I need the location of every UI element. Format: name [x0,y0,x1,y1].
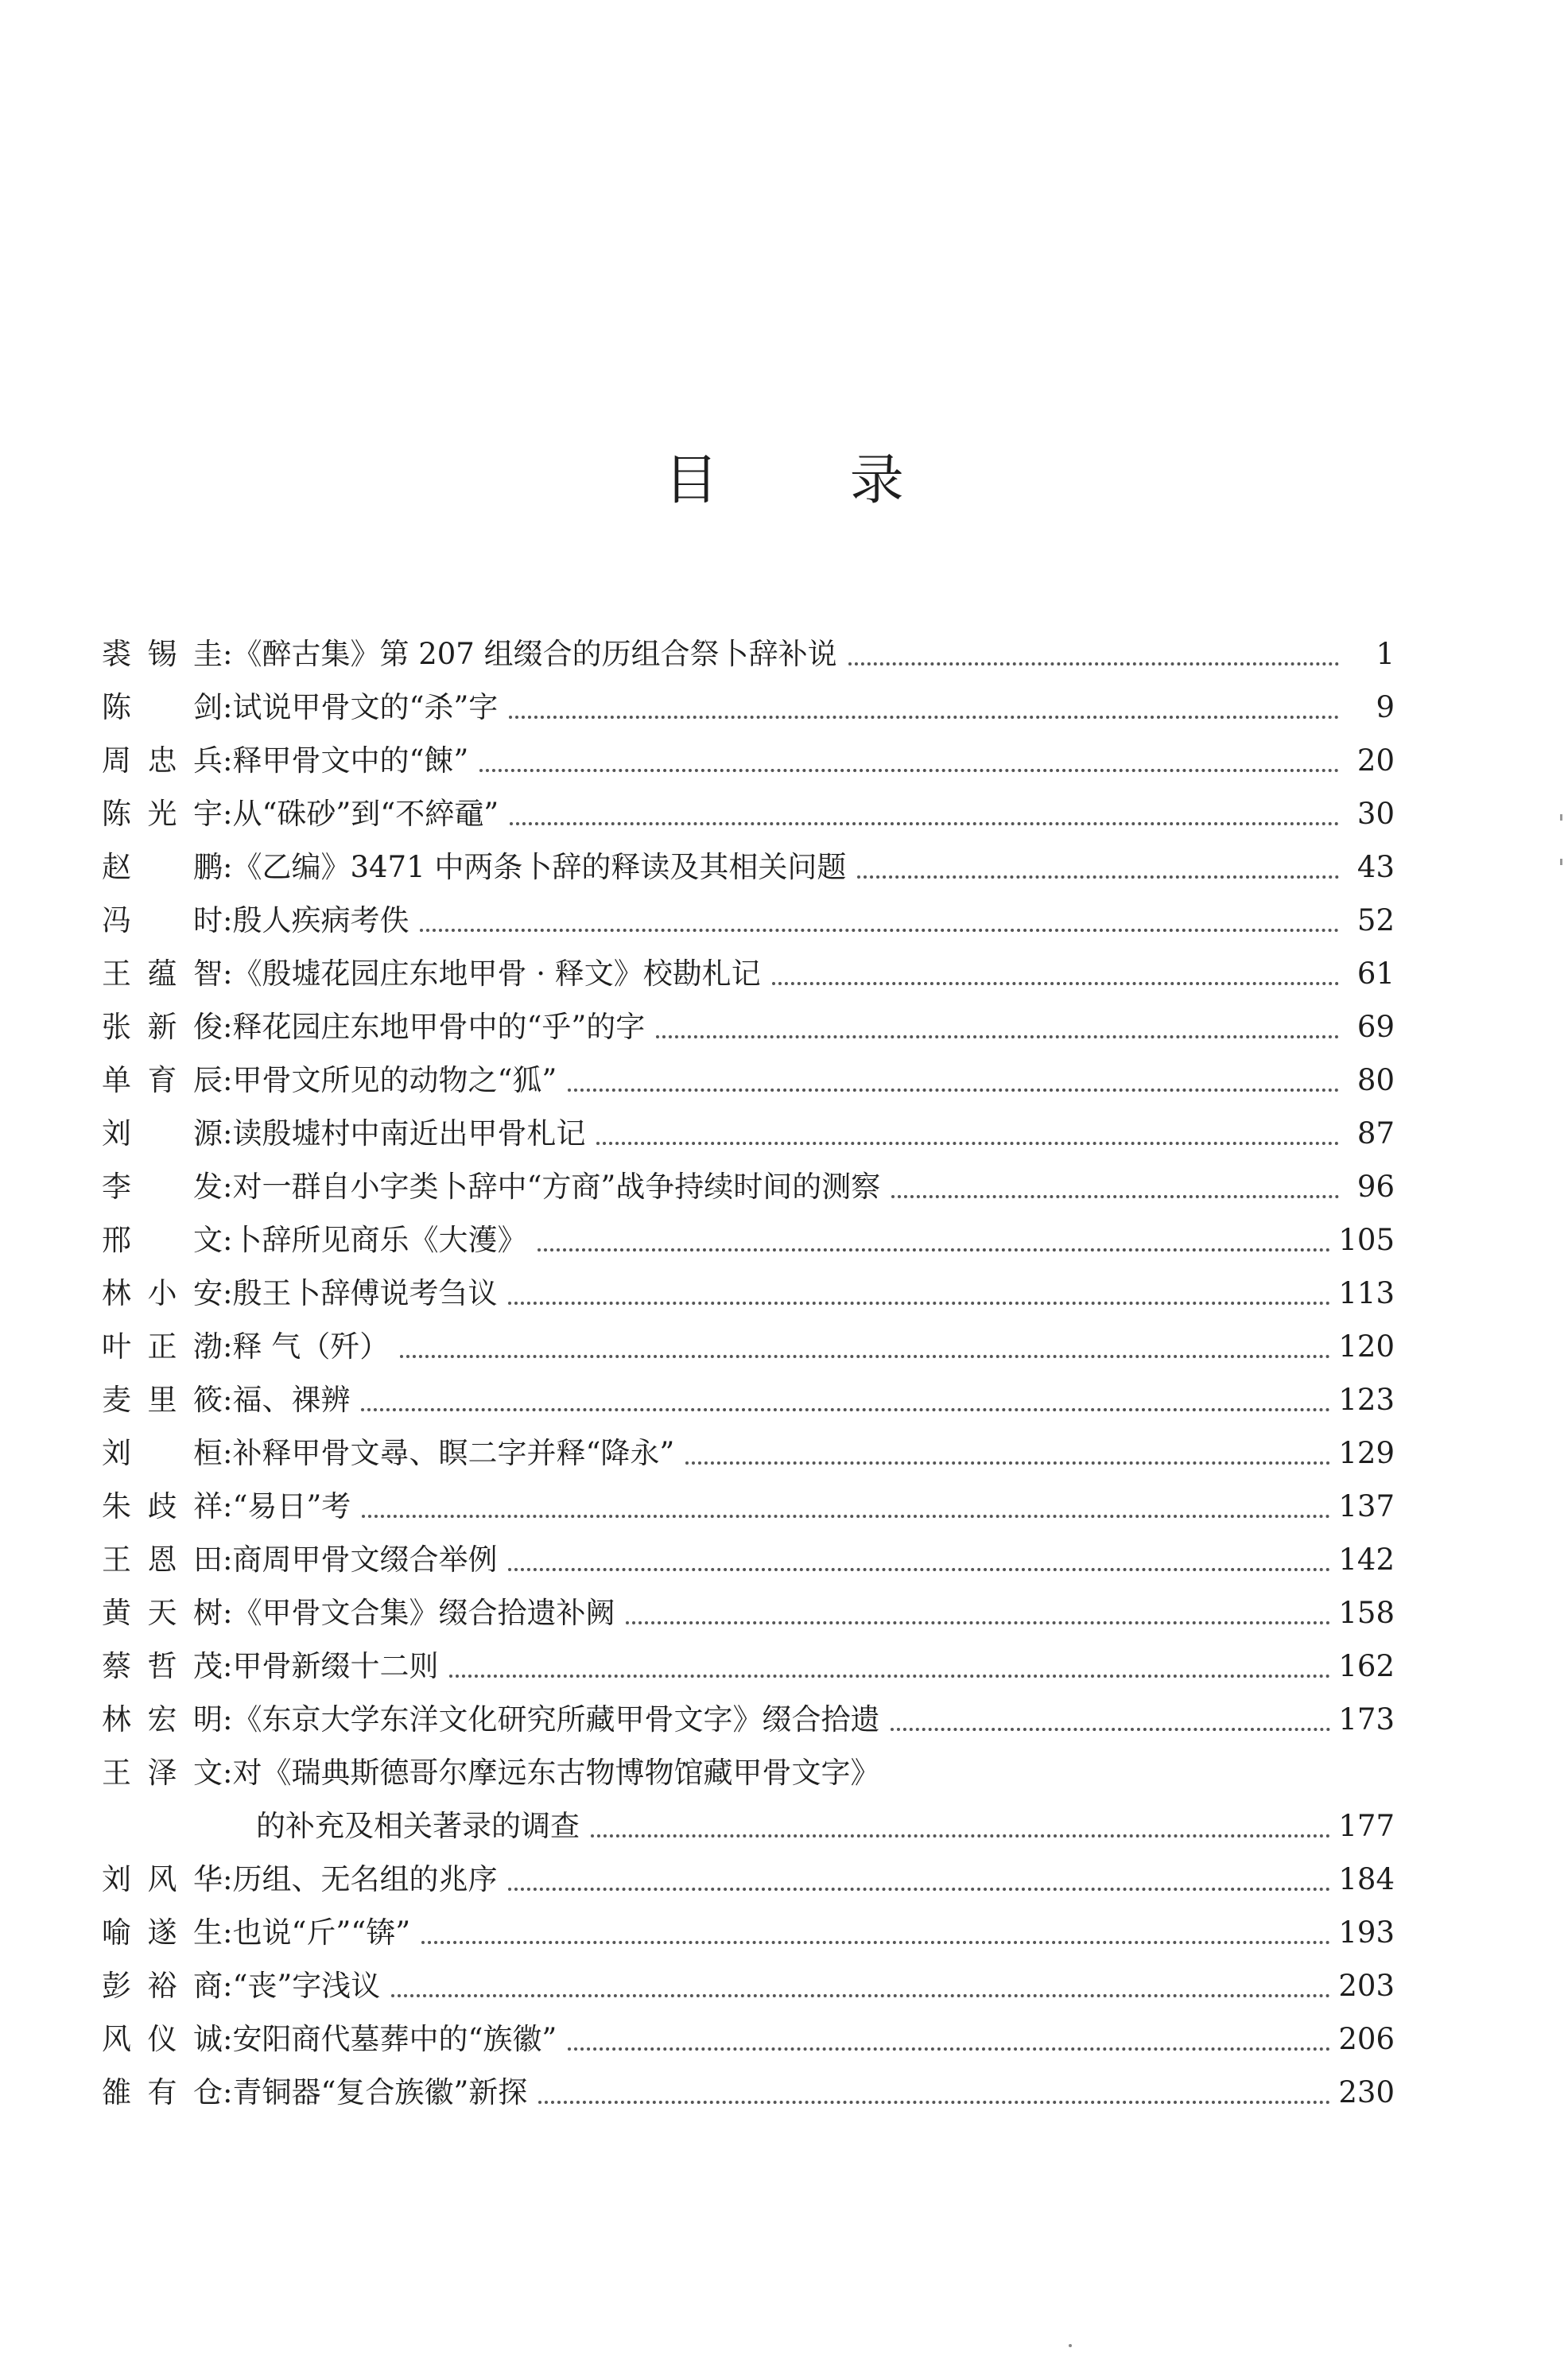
toc-author: 黄天树 [102,1596,223,1630]
toc-colon: : [223,957,233,991]
toc-title: 卜辞所见商乐《大濩》 [232,1223,527,1257]
toc-entry[interactable] [102,1369,1395,1422]
toc-title: 补释甲骨文尋、瞑二字并释“降永” [232,1436,675,1470]
toc-title: 安阳商代墓葬中的“族徽” [232,2022,557,2056]
toc-title: “易日”考 [232,1489,351,1523]
dot-leader [362,1514,1330,1518]
dot-leader [400,1354,1330,1358]
toc-title: 释 气（歼） [232,1329,390,1364]
scan-edge-mark [1560,859,1562,865]
dot-leader [361,1407,1330,1411]
toc-page-number: 1 [1376,637,1395,671]
toc-entry[interactable] [102,1103,1395,1156]
dot-leader [591,1834,1330,1838]
toc-colon: : [223,637,233,671]
toc-entry[interactable] [102,1263,1395,1316]
toc-colon: : [223,903,233,937]
toc-author: 裘锡圭 [102,637,223,671]
toc-colon: : [223,1170,233,1204]
toc-colon: : [223,1436,233,1470]
toc-entry-continuation[interactable] [102,1795,1395,1849]
toc-page-number: 137 [1338,1489,1395,1523]
toc-colon: : [223,1116,233,1151]
toc-colon: : [223,1596,233,1630]
toc-page-number: 52 [1356,903,1395,937]
toc-colon: : [223,1649,233,1683]
dot-leader [772,981,1339,985]
toc-page-number: 173 [1338,1702,1395,1737]
toc-colon: : [223,1915,233,1950]
dot-leader [857,875,1339,879]
toc-colon: : [223,2022,233,2056]
toc-page-number: 80 [1356,1063,1395,1097]
toc-author: 刘风华 [102,1862,223,1896]
toc-colon: : [223,850,233,884]
dot-leader [685,1461,1330,1465]
toc-page-number: 105 [1338,1223,1395,1257]
toc-author: 王恩田 [102,1543,223,1577]
toc-title: 殷人疾病考佚 [232,903,409,937]
toc-entry[interactable] [102,1209,1395,1263]
toc-entry[interactable] [102,783,1395,836]
toc-page-number: 129 [1338,1436,1395,1470]
toc-colon: : [223,1276,233,1310]
toc-entry[interactable] [102,623,1395,677]
dot-leader [508,1567,1330,1571]
toc-colon: : [223,2075,233,2109]
dot-leader [479,768,1339,772]
toc-author: 冯 时 [102,903,223,937]
toc-title: 福、祼辨 [232,1383,351,1417]
toc-colon: : [223,1329,233,1364]
toc-page-number: 113 [1338,1276,1395,1310]
toc-author: 邢 文 [102,1223,223,1257]
toc-title: 释甲骨文中的“餗” [232,743,469,778]
toc-title: 对《瑞典斯德哥尔摩远东古物博物馆藏甲骨文字》 [232,1756,880,1790]
toc-entry[interactable] [102,1742,1395,1795]
dot-leader [848,662,1339,666]
toc-colon: : [223,1702,233,1737]
dot-leader [538,2100,1330,2104]
toc-colon: : [223,1756,233,1790]
toc-title: 甲骨新缀十二则 [232,1649,439,1683]
dot-leader [656,1034,1339,1038]
toc-page-number: 158 [1338,1596,1395,1630]
toc-colon: : [223,1223,233,1257]
toc-page-number: 184 [1338,1862,1395,1896]
toc-page-number: 120 [1338,1329,1395,1364]
dot-leader [421,1940,1330,1944]
toc-entry[interactable] [102,677,1395,730]
dot-leader [449,1674,1330,1678]
toc-entry[interactable] [102,2008,1395,2062]
toc-entry[interactable] [102,1582,1395,1636]
toc-colon: : [223,1543,233,1577]
toc-author: 张新俊 [102,1010,223,1044]
page-title: 目 录 [664,449,961,512]
toc-page-number: 203 [1338,1969,1395,2003]
toc-entry[interactable] [102,1156,1395,1209]
toc-author: 叶正渤 [102,1329,223,1364]
toc-entry[interactable] [102,1422,1395,1476]
toc-author: 林小安 [102,1276,223,1310]
toc-author: 陈 剑 [102,690,223,724]
toc-author: 李 发 [102,1170,223,1204]
scan-speck [1069,2344,1072,2347]
toc-page-number: 69 [1356,1010,1395,1044]
dot-leader [891,1194,1339,1198]
toc-entry[interactable] [102,1476,1395,1529]
toc-page-number: 123 [1338,1383,1395,1417]
toc-title: 试说甲骨文的“杀”字 [232,690,499,724]
toc-title: 对一群自小字类卜辞中“方商”战争持续时间的测察 [232,1170,881,1204]
dot-leader [420,928,1339,932]
toc-page-number: 142 [1338,1543,1395,1577]
toc-author: 王蕴智 [102,957,223,991]
toc-author: 彭裕商 [102,1969,223,2003]
toc-title: 《醉古集》第 207 组缀合的历组合祭卜辞补说 [232,637,837,671]
toc-author: 朱歧祥 [102,1489,223,1523]
toc-entry[interactable] [102,1689,1395,1742]
toc-title: 商周甲骨文缀合举例 [232,1543,498,1577]
toc-entry[interactable] [102,943,1395,996]
toc-title: 历组、无名组的兆序 [232,1862,498,1896]
toc-author: 赵 鹏 [102,850,223,884]
toc-entry[interactable] [102,1636,1395,1689]
toc-title: 《东京大学东洋文化研究所藏甲骨文字》缀合拾遗 [232,1702,880,1737]
toc-page-number: 162 [1338,1649,1395,1683]
toc-title: 《甲骨文合集》缀合拾遗补阙 [232,1596,615,1630]
toc-entry[interactable] [102,2062,1395,2115]
toc-page-number: 20 [1356,743,1395,778]
toc-page-number: 177 [1338,1809,1395,1843]
toc-entry[interactable] [102,1316,1395,1369]
dot-leader [538,1248,1330,1252]
dot-leader [509,715,1339,719]
toc-page-number: 96 [1356,1170,1395,1204]
toc-title: 《乙编》3471 中两条卜辞的释读及其相关问题 [232,850,847,884]
toc-title: 读殷墟村中南近出甲骨札记 [232,1116,586,1151]
toc-page-number: 9 [1376,690,1395,724]
toc-title: 也说“斤”“锛” [232,1915,411,1950]
toc-author: 王泽文 [102,1756,223,1790]
toc-title: 从“硃砂”到“不綷黿” [232,797,499,831]
toc-page-number: 206 [1338,2022,1395,2056]
dot-leader [510,821,1339,825]
toc-author: 周忠兵 [102,743,223,778]
toc-entry[interactable] [102,890,1395,943]
toc-colon: : [223,797,233,831]
toc-entry[interactable] [102,1955,1395,2008]
toc-entry[interactable] [102,996,1395,1050]
dot-leader [568,1088,1339,1092]
toc-colon: : [223,1010,233,1044]
toc-author: 喻遂生 [102,1915,223,1950]
toc-title: 《殷墟花园庄东地甲骨 · 释文》校勘札记 [232,957,761,991]
toc-author: 蔡哲茂 [102,1649,223,1683]
scan-edge-mark [1560,814,1562,821]
toc-colon: : [223,743,233,778]
toc-title: 殷王卜辞傅说考刍议 [232,1276,498,1310]
toc-colon: : [223,1063,233,1097]
toc-title: 甲骨文所见的动物之“狐” [232,1063,557,1097]
toc-entry[interactable] [102,1849,1395,1902]
toc-author: 雒有仓 [102,2075,223,2109]
toc-author: 刘 源 [102,1116,223,1151]
toc-colon: : [223,1969,233,2003]
dot-leader [568,2047,1330,2051]
toc-colon: : [223,1862,233,1896]
toc-page-number: 87 [1356,1116,1395,1151]
toc-colon: : [223,1489,233,1523]
toc-entry[interactable] [102,1529,1395,1582]
toc-title: 释花园庄东地甲骨中的“乎”的字 [232,1010,646,1044]
dot-leader [508,1887,1330,1891]
toc-page-number: 30 [1356,797,1395,831]
toc-author: 单育辰 [102,1063,223,1097]
toc-page-number: 61 [1356,957,1395,991]
dot-leader [626,1620,1330,1624]
toc-page-number: 43 [1356,850,1395,884]
toc-page-number: 193 [1338,1915,1395,1950]
dot-leader [508,1301,1330,1305]
toc-author: 刘 桓 [102,1436,223,1470]
toc-entry[interactable] [102,836,1395,890]
toc-author: 陈光宇 [102,797,223,831]
toc-author: 风仪诚 [102,2022,223,2056]
toc-entry[interactable] [102,1050,1395,1103]
dot-leader [596,1141,1339,1145]
toc-author: 麦里筱 [102,1383,223,1417]
toc-colon: : [223,1383,233,1417]
toc-title: 青铜器“复合族徽”新探 [232,2075,528,2109]
toc-title: “丧”字浅议 [232,1969,381,2003]
dot-leader [391,1993,1330,1997]
toc-colon: : [223,690,233,724]
toc-entry[interactable] [102,1902,1395,1955]
table-of-contents [102,623,1395,2115]
dot-leader [891,1727,1330,1731]
toc-author: 林宏明 [102,1702,223,1737]
toc-title-continued: 的补充及相关著录的调查 [256,1809,580,1843]
toc-entry[interactable] [102,730,1395,783]
toc-page-number: 230 [1338,2075,1395,2109]
